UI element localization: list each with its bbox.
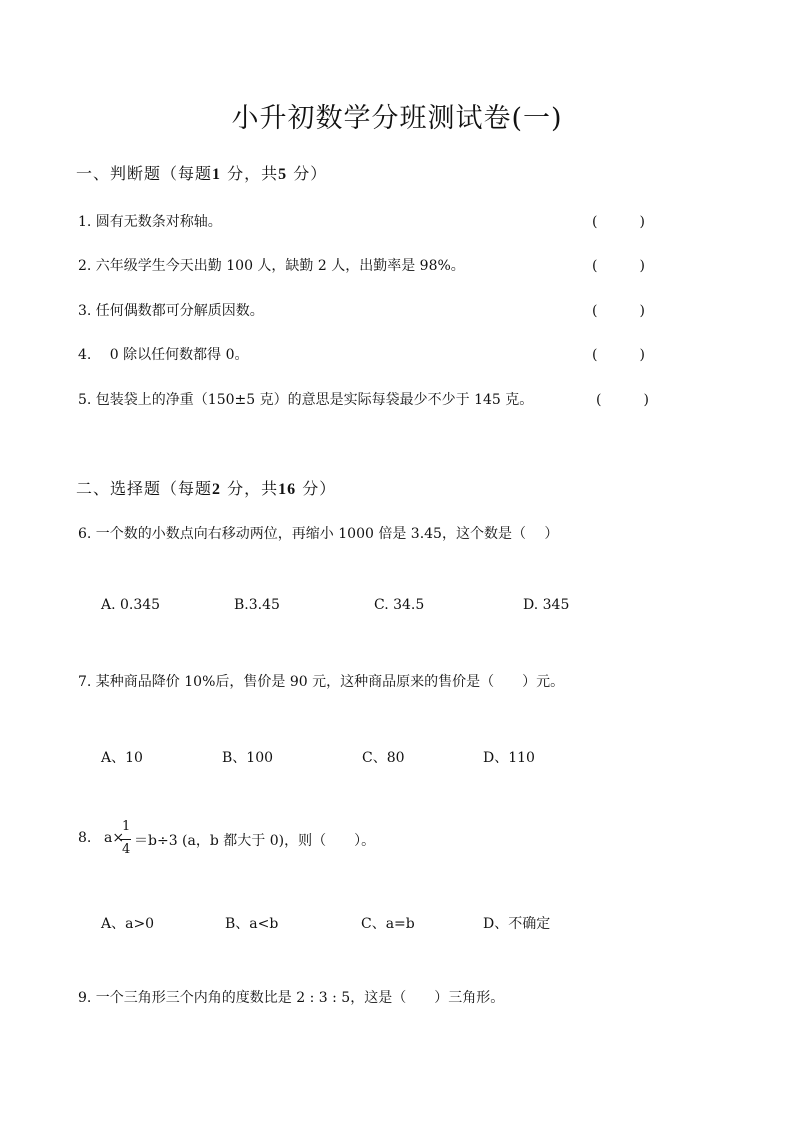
answer-blank-5[interactable]: ( ) [596,392,649,408]
answer-blank-2[interactable]: ( ) [592,258,645,274]
option-6a[interactable]: A. 0.345 [101,597,161,613]
answer-blank-3[interactable]: ( ) [592,303,645,319]
option-7b[interactable]: B、100 [222,750,274,766]
option-8a[interactable]: A、a>0 [101,916,155,932]
option-6d[interactable]: D. 345 [523,597,570,613]
option-7a[interactable]: A、10 [101,750,143,766]
answer-blank-4[interactable]: ( ) [592,347,645,363]
fraction-denominator: 4 [122,842,131,857]
judge-question-5: 5. 包装袋上的净重（150±5 克）的意思是实际每袋最少不少于 145 克。 [78,392,534,408]
option-6b[interactable]: B.3.45 [234,597,280,613]
choice-question-6: 6. 一个数的小数点向右移动两位，再缩小 1000 倍是 3.45，这个数是（ ） [78,526,559,542]
option-7c[interactable]: C、80 [362,750,405,766]
judge-question-1: 1. 圆有无数条对称轴。 [78,214,222,230]
fraction-numerator: 1 [122,819,131,834]
page-title: 小升初数学分班测试卷(一) [231,103,563,134]
choice-question-7: 7. 某种商品降价 10%后，售价是 90 元，这种商品原来的售价是（ ）元。 [78,674,565,690]
formula-prefix: a× [104,830,125,846]
judge-question-3: 3. 任何偶数都可分解质因数。 [78,303,264,319]
section-heading-judge: 一、判断题（每题1 分，共5 分） [76,164,328,183]
choice-question-8-text: ＝b÷3 (a，b 都大于 0)，则（ ）。 [134,833,376,849]
option-8b[interactable]: B、a<b [225,916,279,932]
option-8d[interactable]: D、不确定 [483,916,551,932]
option-8c[interactable]: C、a=b [361,916,415,932]
answer-blank-1[interactable]: ( ) [592,214,645,230]
section-heading-choice: 二、选择题（每题2 分，共16 分） [76,479,337,498]
fraction-bar [120,839,131,840]
judge-question-2: 2. 六年级学生今天出勤 100 人，缺勤 2 人，出勤率是 98%。 [78,258,465,274]
option-7d[interactable]: D、110 [483,750,535,766]
choice-question-8-number: 8. [78,830,92,846]
judge-question-4: 4. 0 除以任何数都得 0。 [78,347,249,363]
choice-question-9: 9. 一个三角形三个内角的度数比是 2 : 3 : 5，这是（ ）三角形。 [78,990,505,1006]
option-6c[interactable]: C. 34.5 [374,597,425,613]
